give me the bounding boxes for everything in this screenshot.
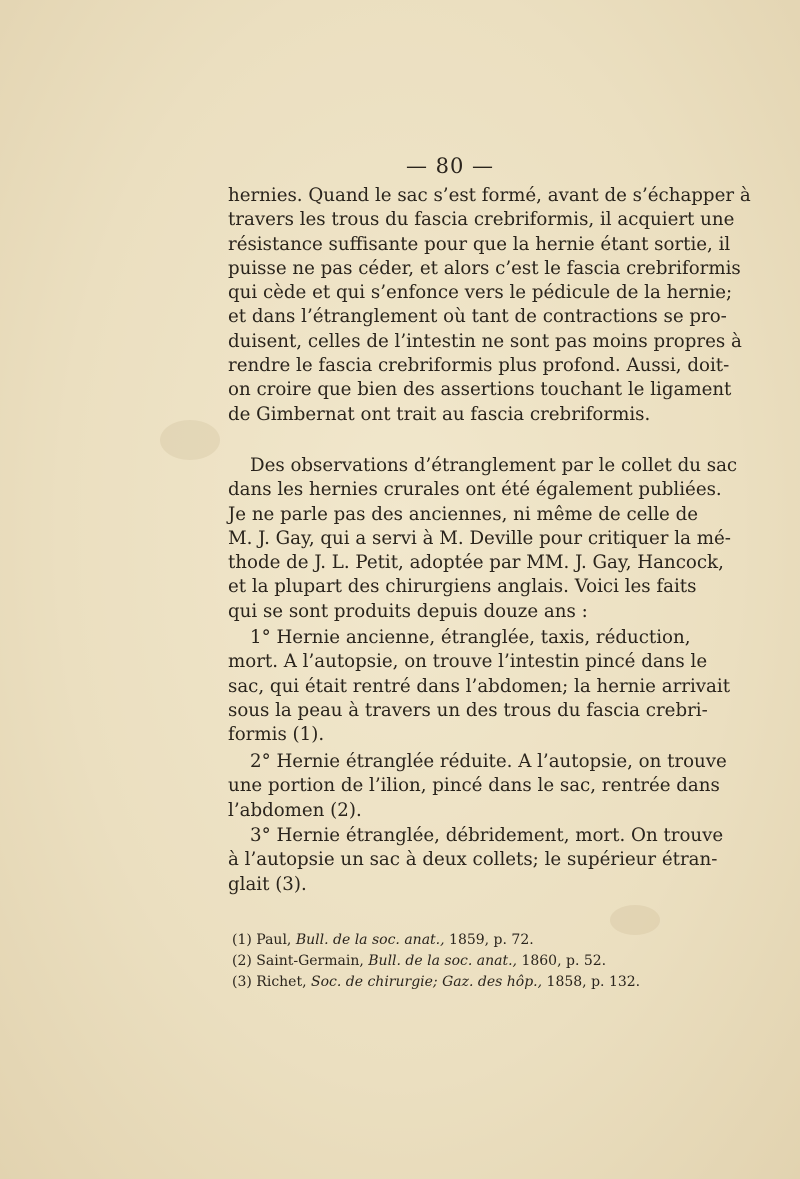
text-line: résistance suffisante pour que la hernie étant sortie, il bbox=[228, 233, 731, 255]
paper-stain bbox=[160, 420, 220, 460]
footnote-1 bbox=[232, 930, 677, 951]
text-line: Des observations d’étranglement par le collet du sac bbox=[250, 455, 738, 476]
text-line: et la plupart des chirurgiens anglais. Voici les faits bbox=[228, 576, 697, 598]
footnote-work: Soc. de chirurgie; Gaz. des hôp., bbox=[311, 974, 543, 990]
text-line: de Gimbernat ont trait au fascia crebriformis. bbox=[228, 403, 651, 425]
footnote-mark: (3) bbox=[232, 974, 252, 990]
text-line: thode de J. L. Petit, adoptée par MM. J. Gay, Hancock, bbox=[228, 552, 724, 574]
text-line: sac, qui était rentré dans l’abdomen; la hernie arrivait bbox=[228, 675, 731, 697]
text-line: travers les trous du fascia crebriformis, il acquiert une bbox=[228, 209, 735, 231]
text-line: 2° Hernie étranglée réduite. A l’autopsie, on trouve bbox=[250, 751, 727, 772]
text-line: Je ne parle pas des anciennes, ni même de celle de bbox=[228, 503, 698, 525]
footnote-mark: (1) bbox=[232, 932, 252, 948]
text-line: M. J. Gay, qui a servi à M. Deville pour critiquer la mé- bbox=[228, 527, 731, 549]
text-line: qui cède et qui s’enfonce vers le pédicule de la hernie; bbox=[228, 282, 733, 304]
footnote-mark: (2) bbox=[232, 953, 252, 969]
text-line: qui se sont produits depuis douze ans : bbox=[228, 600, 588, 622]
page-number: — 80 — bbox=[405, 154, 495, 178]
footnote-work: Bull. de la soc. anat., bbox=[368, 953, 517, 969]
text-line: 3° Hernie étranglée, débridement, mort. On trouve bbox=[250, 825, 724, 846]
text-line: on croire que bien des assertions touchant le ligament bbox=[228, 379, 732, 401]
case-item-2 bbox=[228, 750, 727, 823]
case-item-3 bbox=[228, 824, 724, 897]
text-line: une portion de l’ilion, pincé dans le sac, rentrée dans bbox=[228, 775, 720, 797]
footnote-2 bbox=[232, 951, 677, 972]
text-line: 1° Hernie ancienne, étranglée, taxis, réduction, bbox=[250, 627, 691, 648]
text-line: hernies. Quand le sac s’est formé, avant de s’échapper à bbox=[228, 185, 751, 206]
text-line: sous la peau à travers un des trous du fascia crebri- bbox=[228, 699, 708, 721]
footnote-ref: 1859, p. 72. bbox=[449, 932, 534, 948]
footnote-ref: 1860, p. 52. bbox=[521, 953, 607, 969]
footnote-author: Paul, bbox=[256, 932, 292, 948]
footnote-author: Richet, bbox=[256, 974, 307, 990]
paragraph-1 bbox=[228, 184, 751, 427]
footnote-work: Bull. de la soc. anat., bbox=[295, 932, 445, 948]
footnote-author: Saint-Germain, bbox=[256, 953, 364, 969]
footnotes bbox=[232, 930, 677, 993]
text-line: et dans l’étranglement où tant de contractions se pro- bbox=[228, 306, 727, 328]
case-item-1 bbox=[228, 626, 731, 747]
footnote-3 bbox=[232, 972, 677, 993]
footnote-ref: 1858, p. 132. bbox=[546, 974, 641, 990]
text-line: duisent, celles de l’intestin ne sont pas moins propres à bbox=[228, 330, 742, 352]
text-line: à l’autopsie un sac à deux collets; le supérieur étran- bbox=[228, 849, 718, 871]
text-line: formis (1). bbox=[228, 724, 325, 746]
text-line: puisse ne pas céder, et alors c’est le fascia crebriformis bbox=[228, 257, 741, 279]
text-line: rendre le fascia crebriformis plus profond. Aussi, doit- bbox=[228, 355, 730, 377]
text-line: glait (3). bbox=[228, 873, 307, 895]
text-line: mort. A l’autopsie, on trouve l’intestin pincé dans le bbox=[228, 651, 708, 673]
paragraph-2 bbox=[228, 454, 738, 624]
text-line: l’abdomen (2). bbox=[228, 799, 362, 821]
text-line: dans les hernies crurales ont été également publiées. bbox=[228, 479, 722, 501]
